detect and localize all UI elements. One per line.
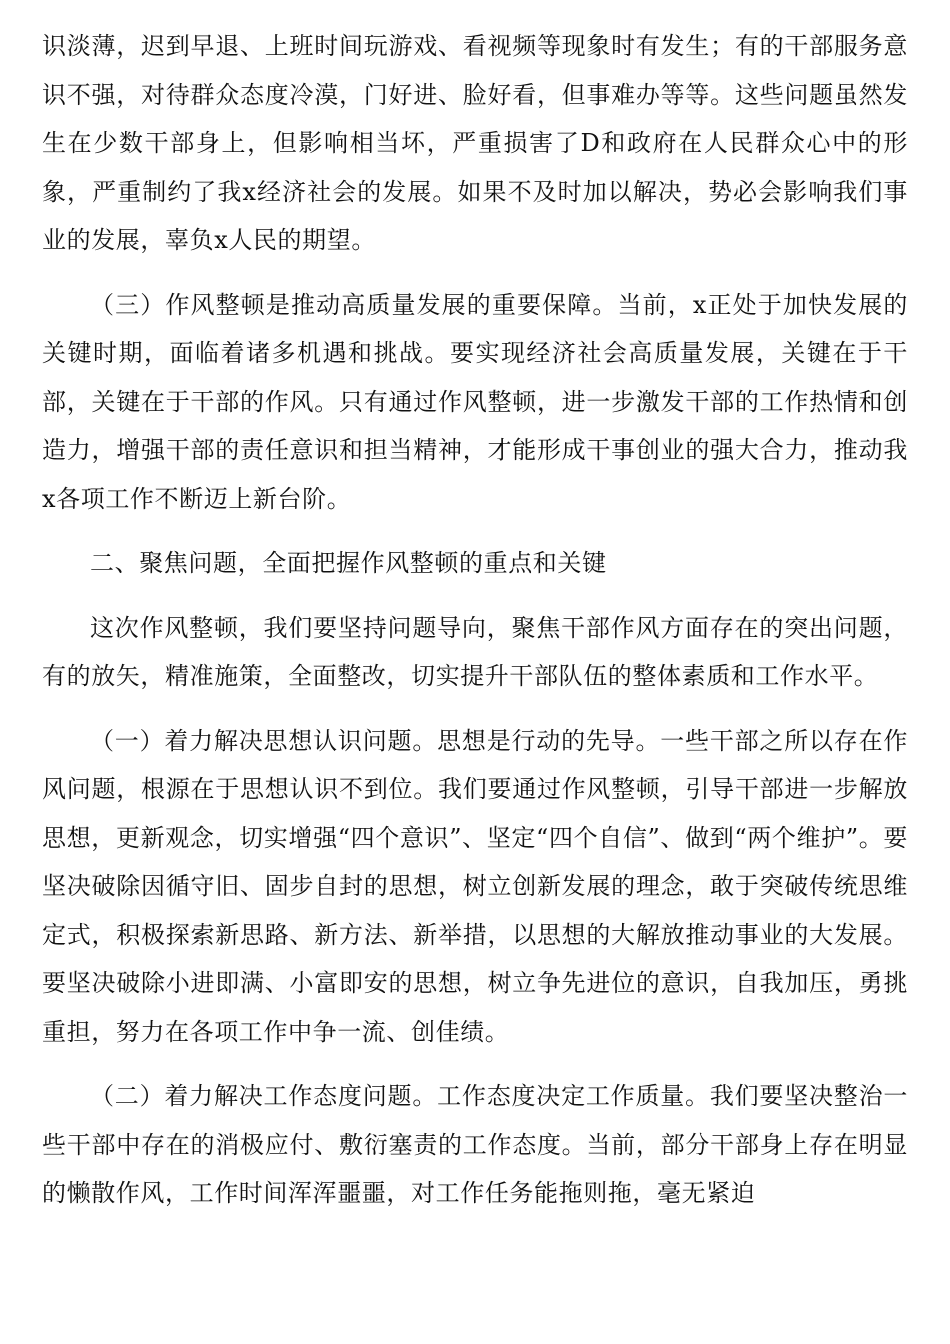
paragraph-point-one: （一）着力解决思想认识问题。思想是行动的先导。一些干部之所以存在作风问题，根源在于思想认识不到位。我们要通过作风整顿，引导干部进一步解放思想，更新观念，切实增强“四个意识”、坚定“四个自信”、做到“两个维护”。要坚决破除因循守旧、固步自封的思想，树立创新发展的理念，敢于突破传统思维定式，积极探索新思路、新方法、新举措，以思想的大解放推动事业的大发展。要坚决破除小进即满、小富即安的思想，树立争先进位的意识，自我加压，勇挑重担，努力在各项工作中争一流、创佳绩。: [42, 726, 908, 1046]
paragraph-point-two: （二）着力解决工作态度问题。工作态度决定工作质量。我们要坚决整治一些干部中存在的消极应付、敷衍塞责的工作态度。当前，部分干部身上存在明显的懒散作风，工作时间浑浑噩噩，对工作任务能拖则拖，毫无紧迫: [42, 1082, 908, 1207]
document-body: [42, 22, 908, 1234]
paragraph-continuation: 识淡薄，迟到早退、上班时间玩游戏、看视频等现象时有发生；有的干部服务意识不强，对待群众态度冷漠，门好进、脸好看，但事难办等等。这些问题虽然发生在少数干部身上，但影响相当坏，严重损害了D和政府在人民群众心中的形象，严重制约了我x经济社会的发展。如果不及时加以解决，势必会影响我们事业的发展，辜负x人民的期望。: [42, 32, 908, 254]
paragraph-section-intro: 这次作风整顿，我们要坚持问题导向，聚焦干部作风方面存在的突出问题，有的放矢，精准施策，全面整改，切实提升干部队伍的整体素质和工作水平。: [42, 613, 908, 690]
section-heading-two: 二、聚焦问题，全面把握作风整顿的重点和关键: [90, 549, 607, 577]
paragraph-point-three: （三）作风整顿是推动高质量发展的重要保障。当前，x正处于加快发展的关键时期，面临着诸多机遇和挑战。要实现经济社会高质量发展，关键在于干部，关键在于干部的作风。只有通过作风整顿，进一步激发干部的工作热情和创造力，增强干部的责任意识和担当精神，才能形成干事创业的强大合力，推动我x各项工作不断迈上新台阶。: [42, 290, 908, 513]
